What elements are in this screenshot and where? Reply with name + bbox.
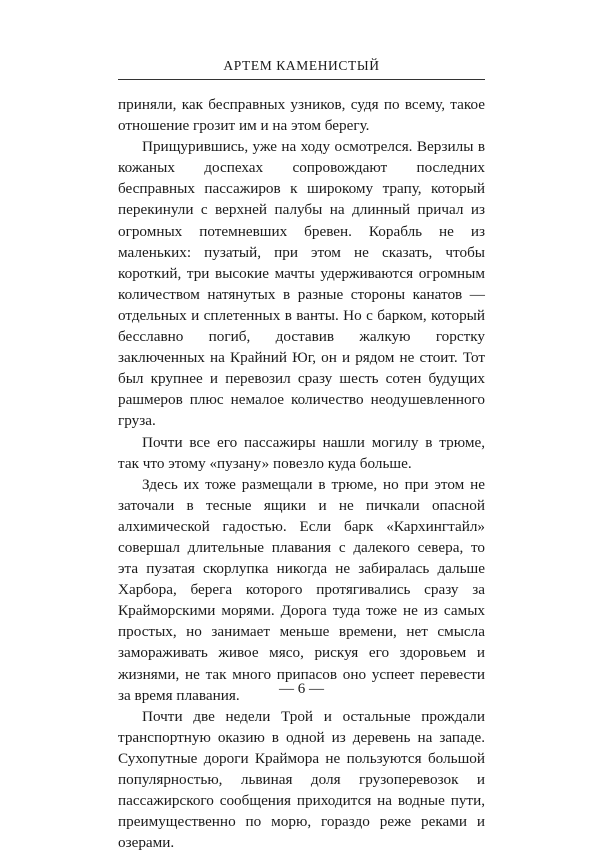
paragraph: Прищурившись, уже на ходу осмотрелся. Верзилы в кожаных доспехах сопровождают последних бесправных пассажиров к широкому трапу, который перекинули с верхней палубы на длинный причал из огромных потемневших бревен. Корабль не из маленьких: пузатый, при этом не сказать, чтобы короткий, три высокие мачты удерживаются огромным количеством натянутых в разные стороны канатов — отдельных и сплетенных в ванты. Но с барком, который бесславно погиб, доставив жалкую горстку заключенных на Крайний Юг, он и рядом не стоит. Тот был крупнее и перевозил сразу шесть сотен будущих рашмеров плюс немалое количество неодушевленного груза.	[118, 138, 485, 430]
paragraph: Почти две недели Трой и остальные прождали транспортную оказию в одной из деревень на западе. Сухопутные дороги Краймора не пользуются большой популярностью, львиная доля грузоперевозок и пассажирского сообщения приходится на водные пути, преимущественно по морю, гораздо реже реками и озерами.	[118, 707, 485, 852]
paragraph: приняли, как бесправных узников, судя по всему, такое отношение грозит им и на этом берегу.	[118, 96, 485, 135]
running-head: АРТЕМ КАМЕНИСТЫЙ	[223, 58, 380, 73]
paragraph: Почти все его пассажиры нашли могилу в трюме, так что этому «пузану» повезло куда больше.	[118, 433, 485, 472]
header-rule	[118, 79, 485, 80]
body-text	[118, 94, 485, 853]
paragraph: Здесь их тоже размещали в трюме, но при этом не заточали в тесные ящики и не пичкали опасной алхимической гадостью. Если барк «Кархингтайл» совершал длительные плавания с далекого севера, то эта пузатая скорлупка никогда не забиралась дальше Харбора, берега которого протягивались сразу за Краймoрскими морями. Дорога туда тоже не из самых простых, но занимает меньше времени, нет смысла замораживать живое мясо, рискуя его здоровьем и жизнями, не так много припасов оно успеет перевести за время плавания.	[118, 475, 485, 704]
page-number: — 6 —	[279, 681, 324, 697]
